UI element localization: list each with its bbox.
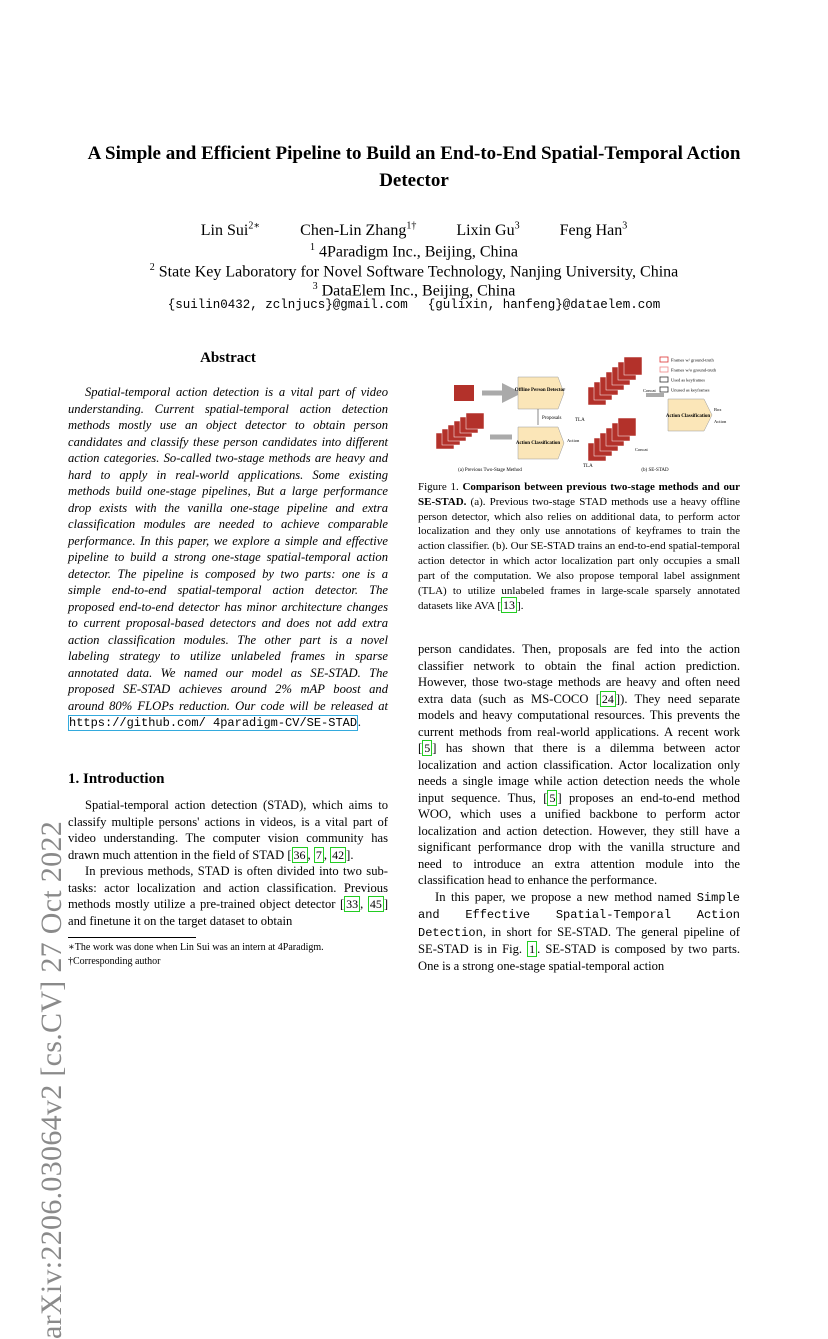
code-link[interactable]: https://github.com/ 4paradigm-CV/SE-STAD	[69, 716, 358, 730]
action-classification-label-b: Action Classification	[665, 414, 711, 419]
author-1: Lin Sui$^{2∗}$	[200, 221, 261, 240]
right-paragraph-2: In this paper, we propose a new method named Simple and Effective Spatial-Temporal Action Detection, in short for SE-STAD. The general pipeline of SE-STAD is in Fig. 1 . SE-STAD is composed by two parts. One is a strong one-stage spatial-temporal action	[418, 889, 740, 973]
citation-link[interactable]: 5	[424, 741, 431, 755]
subfigure-a-label: (a) Previous Two-Stage Method	[458, 468, 522, 473]
abstract-heading: Abstract	[200, 350, 256, 366]
frame-stack-b-top	[588, 357, 642, 405]
svg-text:Unused as keyframes: Unused as keyframes	[671, 387, 710, 393]
offline-detector-label: Offline Person Detector	[514, 388, 566, 393]
offline-detector-block	[518, 377, 564, 409]
intro-paragraph-1: Spatial-temporal action detection (STAD), which aims to classify multiple persons' actions in videos, is a vital part of video understanding. The computer vision community has drawn much attention in the field of STAD [ 36 , 7 , 42 ].	[68, 798, 388, 862]
action-output-label-b: Action	[714, 419, 727, 424]
action-classification-label-a: Action Classification	[515, 441, 561, 446]
citation-link[interactable]: 24	[601, 691, 614, 706]
figure-legend	[660, 357, 717, 393]
right-paragraph-1: person candidates. Then, proposals are fed into the action classifier network to obtain the final action prediction. However, those two-stage methods are heavy and often need extra data (such as MS-COCO [ 24 ]). They need separate models and heavy computational resources. This prevents the current methods from real-world applications. A recent work [ 5 ] has shown that there is a dilemma between actor localization and action classification. Actor localization only needs a single image while action detection needs the whole input sequence. Thus, [ 5 ] proposes an end-to-end method WOO, which uses a unified backbone to perform actor localization and action detection. However, they still have a significant performance drop with the vanilla structure and need to introduce an extra attention module into the classification head to enhance the performance.	[418, 642, 740, 887]
author-emails	[60, 298, 768, 312]
box-output-label: Box	[714, 407, 722, 412]
citation-link[interactable]: 13	[503, 598, 516, 613]
citation-link[interactable]: 36	[293, 847, 306, 862]
figure-1-caption: Figure 1. Comparison between previous two-stage methods and our SE-STAD. (a). Previous two-stage STAD methods use a heavy offline person detector, which also relies on additional data, to perform actor localization and they only use annotations of keyframes to train the action classifier. (b). Our SE-STAD trains an end-to-end spatial-temporal action detector in which actor localization part only occupies a small part of the computation. We also propose temporal label assignment (TLA) to utilize unlabeled frames in large-scale sparsely annotated datasets like AVA [ 13 ].	[418, 481, 741, 613]
paper-title: A Simple and Efficient Pipeline to Build an End-to-End Spatial-Temporal Action Detector	[87, 143, 741, 191]
svg-text:Frames w/ ground-truth: Frames w/ ground-truth	[671, 357, 714, 363]
footnote-rule	[68, 937, 196, 938]
figure-1-diagram	[420, 355, 750, 475]
frame-stack-a	[436, 413, 484, 449]
affiliation-2: $^2$ State Key Laboratory for Novel Software Technology, Nanjing University, China	[149, 262, 679, 281]
footnote-2: †Corresponding author	[68, 956, 161, 967]
tla-caption-label: TLA	[583, 464, 593, 469]
tla-label: TLA	[575, 418, 585, 423]
introduction-heading: 1. Introduction	[68, 771, 165, 787]
author-3: Lixin Gu$^3$	[456, 221, 520, 240]
right-column-body	[418, 641, 740, 974]
author-2: Chen-Lin Zhang$^{1\dagger}$	[300, 221, 417, 240]
citation-link[interactable]: 7	[315, 847, 322, 862]
affiliation-3: $^3$ DataElem Inc., Beijing, China	[312, 281, 516, 300]
arxiv-identifier: arXiv:2206.03064v2 [cs.CV] 27 Oct 2022	[35, 820, 68, 1339]
action-output-label-a: Action	[567, 438, 580, 443]
proposals-label: Proposals	[542, 416, 562, 421]
author-4: Feng Han$^3$	[559, 221, 628, 240]
frame-stack-b-bottom	[588, 418, 636, 461]
subfigure-b-label: (b) SE-STAD	[641, 468, 669, 473]
citation-link[interactable]: 45	[369, 897, 382, 911]
concat-label: Concat	[643, 388, 656, 393]
concat-label: Concat	[635, 447, 648, 452]
svg-text:Used as keyframes: Used as keyframes	[671, 377, 705, 383]
email-group-1: {suilin0432, zclnjucs}@gmail.com	[167, 298, 408, 312]
footnote-1: ∗The work was done when Lin Sui was an intern at 4Paradigm.	[68, 942, 324, 953]
svg-text:Frames w/o ground-truth: Frames w/o ground-truth	[671, 367, 716, 373]
introduction-body	[68, 797, 388, 929]
citation-link[interactable]: 42	[332, 847, 345, 862]
citation-link[interactable]: 33	[346, 897, 359, 911]
abstract-body: Spatial-temporal action detection is a vital part of video understanding. Current spatial-temporal action detection methods mostly use an object detector to obtain person candidates and classify these person candidates into different action categories. So-called two-stage methods are heavy and hard to apply in real-world applications. Some existing methods build one-stage pipelines, But a large performance drop exists with the vanilla one-stage pipeline and extra classification modules are needed to achieve comparable performance. In this paper, we explore a simple and effective pipeline to build a strong one-stage spatial-temporal action detector. The pipeline is composed by two parts: one is a simple end-to-end spatial-temporal action detector. The proposed end-to-end detector has minor architecture changes to current proposal-based detectors and does not add extra action classification modules. The other part is a novel labeling strategy to utilize unlabeled frames in sparse annotated data. We named our model as SE-STAD. The proposed SE-STAD achieves around 2% mAP boost and around 80% FLOPs reduction. Our code will be released at https://github.com/ 4paradigm-CV/SE-STAD.	[68, 385, 388, 730]
citation-link[interactable]: 5	[549, 790, 556, 805]
intro-paragraph-2: In previous methods, STAD is often divided into two sub-tasks: actor localization and action classification. Previous methods mostly utilize a pre-trained object detector [ 33 , 45 ] and finetune it on the target dataset to obtain	[68, 864, 389, 928]
figure-reference-link[interactable]: 1	[529, 942, 536, 956]
keyframe-thumbnail	[454, 385, 474, 401]
email-group-2: {gulixin, hanfeng}@dataelem.com	[427, 298, 661, 312]
affiliation-1: $^1$ 4Paradigm Inc., Beijing, China	[309, 242, 519, 261]
